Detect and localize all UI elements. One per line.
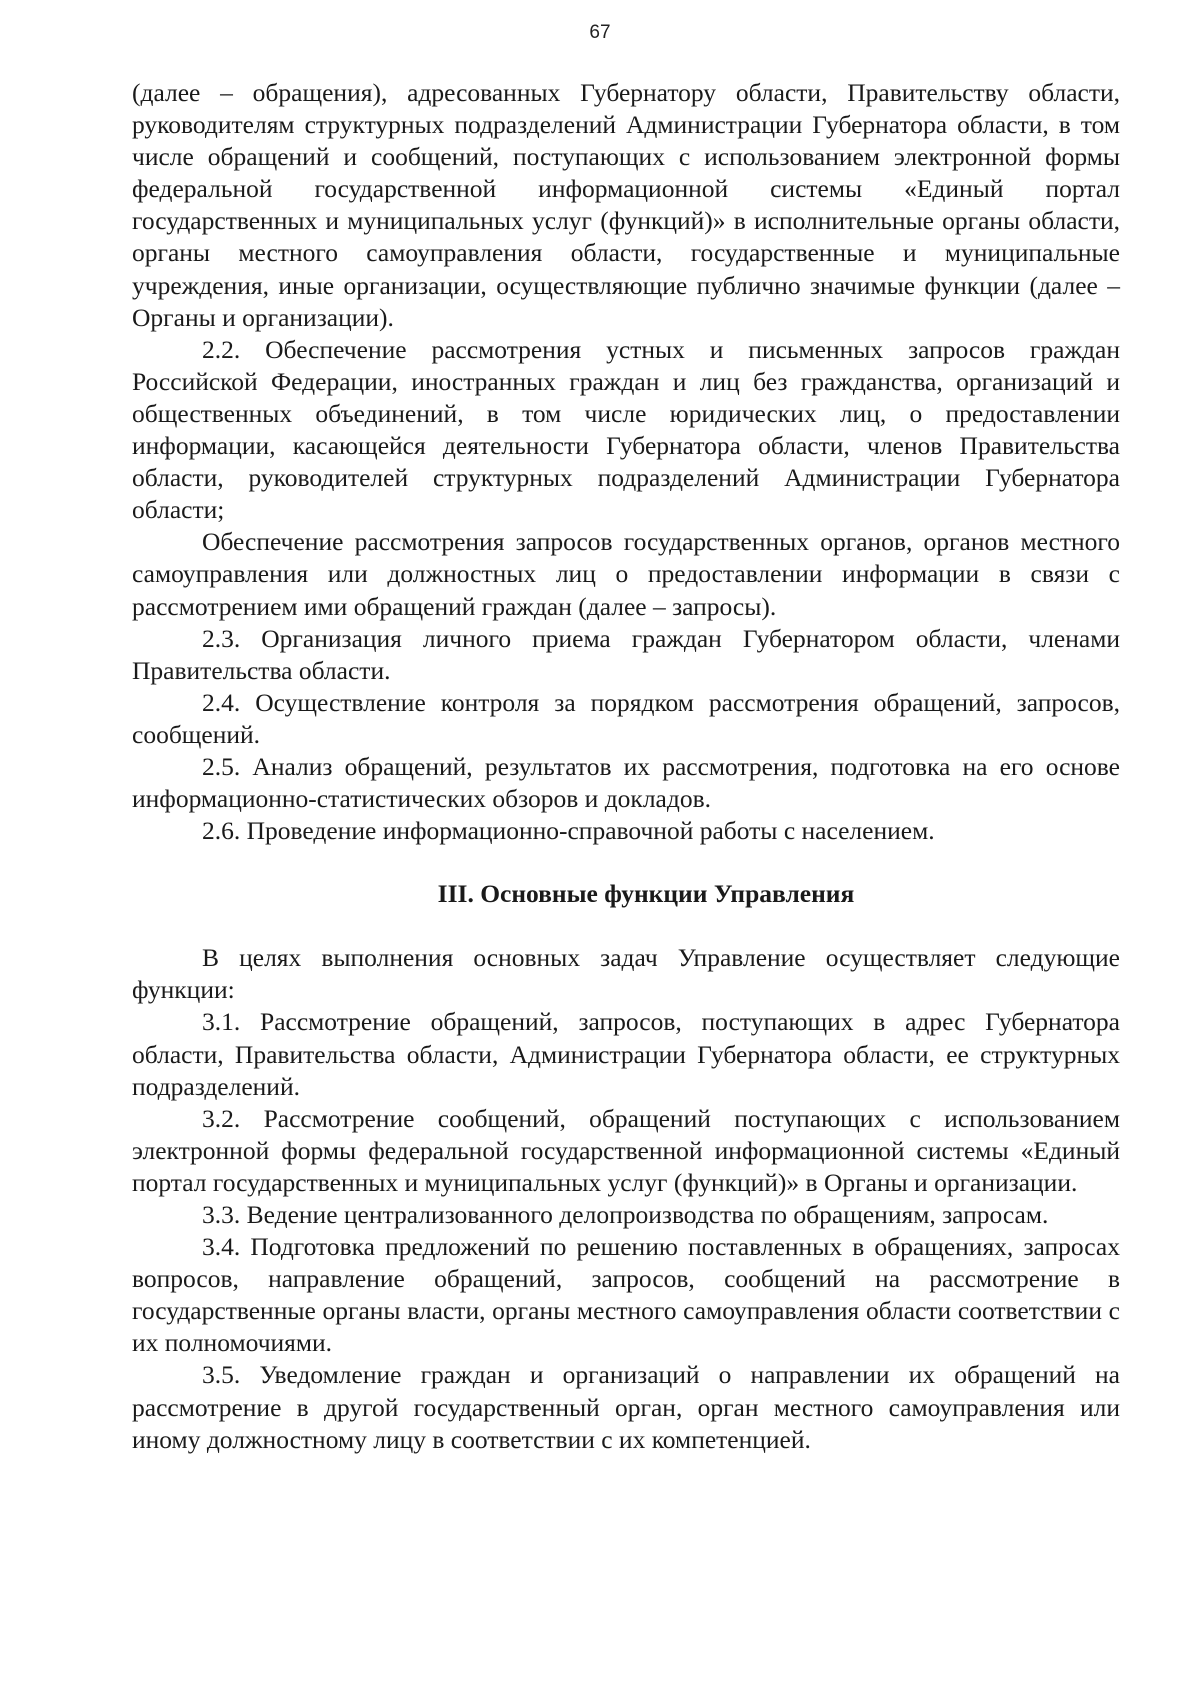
paragraph-2-3: 2.3. Организация личного приема граждан Губернатором области, членами Правительства области.	[132, 623, 1120, 685]
paragraph-3-5: 3.5. Уведомление граждан и организаций о направлении их обращений на рассмотрение в другой государственный орган, орган местного самоуправления или иному должностному лицу в соответствии с их компетенцией.	[132, 1360, 1120, 1454]
page-number: 67	[589, 22, 611, 43]
paragraph-2-6: 2.6. Проведение информационно-справочной работы с населением.	[202, 816, 935, 846]
paragraph-3-1: 3.1. Рассмотрение обращений, запросов, поступающих в адрес Губернатора области, Правительства области, Администрации Губернатора области, ее структурных подразделений.	[132, 1007, 1120, 1101]
document-body	[132, 77, 1120, 1456]
paragraph-2-2: 2.2. Обеспечение рассмотрения устных и письменных запросов граждан Российской Федерации, иностранных граждан и лиц без гражданства, организаций и общественных объединений, в том числе юридических лиц, о предоставлении информации, касающейся деятельности Губернатора области, членов Правительства области, руководителей структурных подразделений Администрации Губернатора области;	[132, 334, 1120, 525]
paragraph-2-2-requests: Обеспечение рассмотрения запросов государственных органов, органов местного самоуправления или должностных лиц о предоставлении информации в связи с рассмотрением ими обращений граждан (далее – запросы).	[132, 527, 1120, 621]
section-heading: III. Основные функции Управления	[437, 879, 855, 909]
paragraph-continuation: (далее – обращения), адресованных Губернатору области, Правительству области, руководителям структурных подразделений Администрации Губернатора области, в том числе обращений и сообщений, поступающих с использованием электронной формы федеральной государственной информационной системы «Единый портал государственных и муниципальных услуг (функций)» в исполнительные органы области, органы местного самоуправления области, государственные и муниципальные учреждения, иные организации, осуществляющие публично значимые функции (далее – Органы и организации).	[132, 78, 1120, 332]
section-intro: В целях выполнения основных задач Управление осуществляет следующие функции:	[132, 943, 1120, 1005]
paragraph-2-5: 2.5. Анализ обращений, результатов их рассмотрения, подготовка на его основе информационно-статистических обзоров и докладов.	[132, 751, 1120, 814]
paragraph-3-3: 3.3. Ведение централизованного делопроизводства по обращениям, запросам.	[202, 1200, 1049, 1229]
paragraph-3-2: 3.2. Рассмотрение сообщений, обращений поступающих с использованием электронной формы федеральной государственной информационной системы «Единый портал государственных и муниципальных услуг (функций)» в Органы и организации.	[132, 1103, 1120, 1197]
paragraph-3-4: 3.4. Подготовка предложений по решению поставленных в обращениях, запросах вопросов, направление обращений, запросов, сообщений на рассмотрение в государственные органы власти, органы местного самоуправления области соответствии с их полномочиями.	[132, 1232, 1120, 1358]
paragraph-2-4: 2.4. Осуществление контроля за порядком рассмотрения обращений, запросов, сообщений.	[132, 687, 1120, 749]
